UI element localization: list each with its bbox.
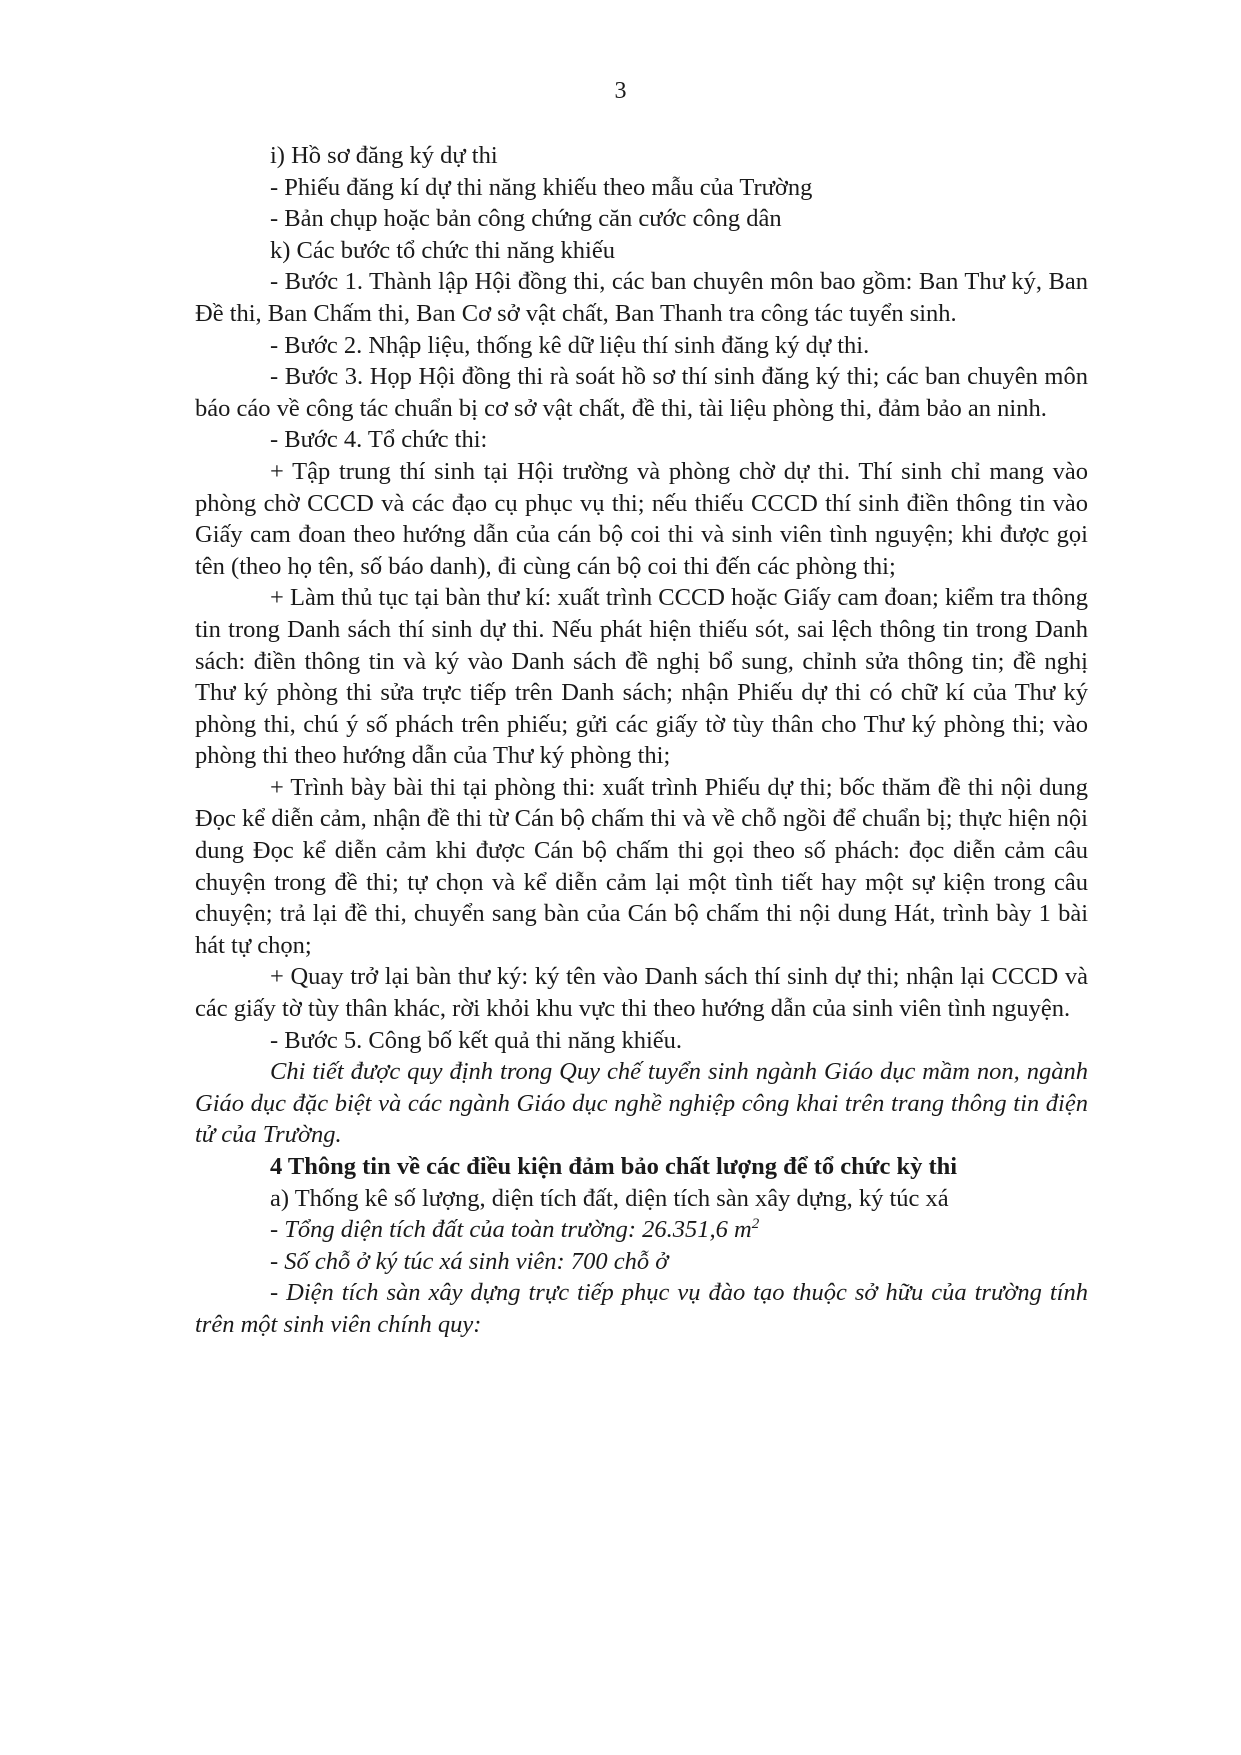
item-registration-form: - Phiếu đăng kí dự thi năng khiếu theo mẫu của Trường xyxy=(270,173,813,201)
regulation-note: Chi tiết được quy định trong Quy chế tuyển sinh ngành Giáo dục mầm non, ngành Giáo dục đặc biệt và các ngành Giáo dục nghề nghiệp công khai trên trang thông tin điện tử của Trường. xyxy=(195,1058,1088,1149)
heading-exam-dossier: i) Hồ sơ đăng ký dự thi xyxy=(270,142,498,169)
document-body xyxy=(195,140,1088,1341)
dorm-line: - Số chỗ ở ký túc xá sinh viên: 700 chỗ ở xyxy=(270,1247,669,1275)
subsection-a-heading: a) Thống kê số lượng, diện tích đất, diện tích sàn xây dựng, ký túc xá xyxy=(270,1184,949,1212)
land-area-text: - Tổng diện tích đất của toàn trường: 26.351,6 m xyxy=(270,1216,752,1244)
step-4-gathering: + Tập trung thí sinh tại Hội trường và phòng chờ dự thi. Thí sinh chỉ mang vào phòng chờ CCCD và các đạo cụ phục vụ thi; nếu thiếu CCCD thí sinh điền thông tin vào Giấy cam đoan theo hướng dẫn của cán bộ coi thi và sinh viên tình nguyện; khi được gọi tên (theo họ tên, số báo danh), đi cùng cán bộ coi thi đến các phòng thi; xyxy=(195,457,1088,580)
step-1: - Bước 1. Thành lập Hội đồng thi, các ban chuyên môn bao gồm: Ban Thư ký, Ban Đề thi, Ban Chấm thi, Ban Cơ sở vật chất, Ban Thanh tra công tác tuyển sinh. xyxy=(195,268,1088,327)
step-2: - Bước 2. Nhập liệu, thống kê dữ liệu thí sinh đăng ký dự thi. xyxy=(270,331,870,359)
section-4-heading: 4 Thông tin về các điều kiện đảm bảo chất lượng để tổ chức kỳ thi xyxy=(270,1153,958,1180)
item-id-copy: - Bản chụp hoặc bản công chứng căn cước công dân xyxy=(270,205,782,233)
land-area-superscript: 2 xyxy=(751,1216,760,1233)
step-5: - Bước 5. Công bố kết quả thi năng khiếu. xyxy=(270,1026,683,1054)
land-area-line xyxy=(195,1214,1088,1246)
heading-exam-steps: k) Các bước tổ chức thi năng khiếu xyxy=(270,236,615,264)
step-3: - Bước 3. Họp Hội đồng thi rà soát hồ sơ thí sinh đăng ký thi; các ban chuyên môn báo cáo về công tác chuẩn bị cơ sở vật chất, đề thi, tài liệu phòng thi, đảm bảo an ninh. xyxy=(195,363,1088,422)
step-4-return: + Quay trở lại bàn thư ký: ký tên vào Danh sách thí sinh dự thi; nhận lại CCCD và các giấy tờ tùy thân khác, rời khỏi khu vực thi theo hướng dẫn của sinh viên tình nguyện. xyxy=(195,963,1088,1023)
step-4-check-in: + Làm thủ tục tại bàn thư kí: xuất trình CCCD hoặc Giấy cam đoan; kiểm tra thông tin trong Danh sách thí sinh dự thi. Nếu phát hiện thiếu sót, sai lệch thông tin trong Danh sách: điền thông tin và ký vào Danh sách đề nghị bổ sung, chỉnh sửa thông tin; đề nghị Thư ký phòng thi sửa trực tiếp trên Danh sách; nhận Phiếu dự thi có chữ kí của Thư ký phòng thi, chú ý số phách trên phiếu; gửi các giấy tờ tùy thân cho Thư ký phòng thi; vào phòng thi theo hướng dẫn của Thư ký phòng thi; xyxy=(195,584,1088,770)
floor-area-line: - Diện tích sàn xây dựng trực tiếp phục vụ đào tạo thuộc sở hữu của trường tính trên một sinh viên chính quy: xyxy=(195,1279,1088,1338)
step-4: - Bước 4. Tổ chức thi: xyxy=(270,426,488,454)
page-number: 3 xyxy=(614,78,627,104)
step-4-performance: + Trình bày bài thi tại phòng thi: xuất trình Phiếu dự thi; bốc thăm đề thi nội dung Đọc kể diễn cảm, nhận đề thi từ Cán bộ chấm thi và về chỗ ngồi để chuẩn bị; thực hiện nội dung Đọc kể diễn cảm khi được Cán bộ chấm thi gọi theo số phách: đọc diễn cảm câu chuyện trong đề thi; tự chọn và kể diễn cảm lại một tình tiết hay một sự kiện trong câu chuyện; trả lại đề thi, chuyển sang bàn của Cán bộ chấm thi nội dung Hát, trình bày 1 bài hát tự chọn; xyxy=(195,773,1088,959)
